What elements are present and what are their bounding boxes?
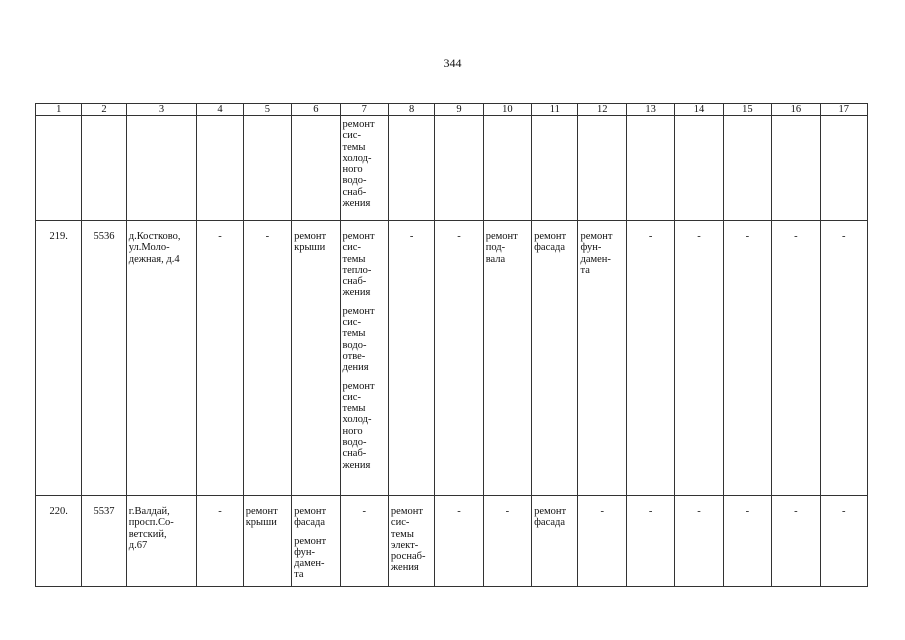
cell-text: - <box>435 496 483 587</box>
column-number-row <box>36 104 868 116</box>
col-header: 9 <box>435 104 483 116</box>
cell-text: - <box>820 496 867 587</box>
col-header: 12 <box>578 104 626 116</box>
work-item: ремонт фун- дамен- та <box>294 535 327 581</box>
cell-text: - <box>626 221 674 496</box>
cell-text: - <box>626 496 674 587</box>
work-item: ремонт сис- темы водо- отве- дения <box>342 305 375 374</box>
cell-text: - <box>578 496 626 587</box>
cell-text: ремонт сис- темы элект- роснаб- жения <box>388 496 434 587</box>
address: г.Валдай, просп.Со- ветский, д.67 <box>126 496 197 587</box>
cell-text: ремонт сис- темы холод- ного водо- снаб- жения <box>340 116 388 221</box>
col-header: 8 <box>388 104 434 116</box>
col-header: 1 <box>36 104 82 116</box>
cell-text: - <box>675 221 723 496</box>
cell-text: - <box>483 496 531 587</box>
table-row <box>36 221 868 496</box>
row-number: 220. <box>36 496 82 587</box>
cell-text: ремонт фасада <box>532 221 578 496</box>
work-item: ремонт сис- темы холод- ного водо- снаб- жения <box>342 380 375 471</box>
cell-text: - <box>197 221 243 496</box>
object-code: 5537 <box>82 496 126 587</box>
cell-text: - <box>723 221 771 496</box>
cell-text: - <box>820 221 867 496</box>
col-header: 17 <box>820 104 867 116</box>
object-code: 5536 <box>82 221 126 496</box>
col-header: 5 <box>243 104 291 116</box>
cell-text: - <box>197 496 243 587</box>
work-item: ремонт сис- темы тепло- снаб- жения <box>342 231 375 299</box>
cell-text: - <box>243 221 291 496</box>
col-header: 11 <box>532 104 578 116</box>
table-row-continuation <box>36 116 868 221</box>
cell-text <box>292 496 340 587</box>
col-header: 15 <box>723 104 771 116</box>
document-table <box>35 103 868 587</box>
cell-text: - <box>675 496 723 587</box>
col-header: 14 <box>675 104 723 116</box>
cell-text: ремонт фун- дамен- та <box>578 221 626 496</box>
page-number: 344 <box>443 56 462 70</box>
row-number: 219. <box>36 221 82 496</box>
cell-text: - <box>340 496 388 587</box>
cell-text: ремонт крыши <box>292 221 340 496</box>
cell-text: - <box>388 221 434 496</box>
table-row <box>36 496 868 587</box>
col-header: 10 <box>483 104 531 116</box>
cell-text <box>340 221 388 496</box>
col-header: 6 <box>292 104 340 116</box>
address: д.Костково, ул.Моло- дежная, д.4 <box>126 221 197 496</box>
cell-text: ремонт фасада <box>532 496 578 587</box>
work-item: ремонт фасада <box>294 506 327 529</box>
cell-text: - <box>723 496 771 587</box>
col-header: 13 <box>626 104 674 116</box>
cell-text: ремонт крыши <box>243 496 291 587</box>
cell-text: - <box>772 496 820 587</box>
cell-text: - <box>435 221 483 496</box>
cell-text: - <box>772 221 820 496</box>
col-header: 2 <box>82 104 126 116</box>
col-header: 7 <box>340 104 388 116</box>
col-header: 16 <box>772 104 820 116</box>
cell-text: ремонт под- вала <box>483 221 531 496</box>
col-header: 3 <box>126 104 197 116</box>
col-header: 4 <box>197 104 243 116</box>
